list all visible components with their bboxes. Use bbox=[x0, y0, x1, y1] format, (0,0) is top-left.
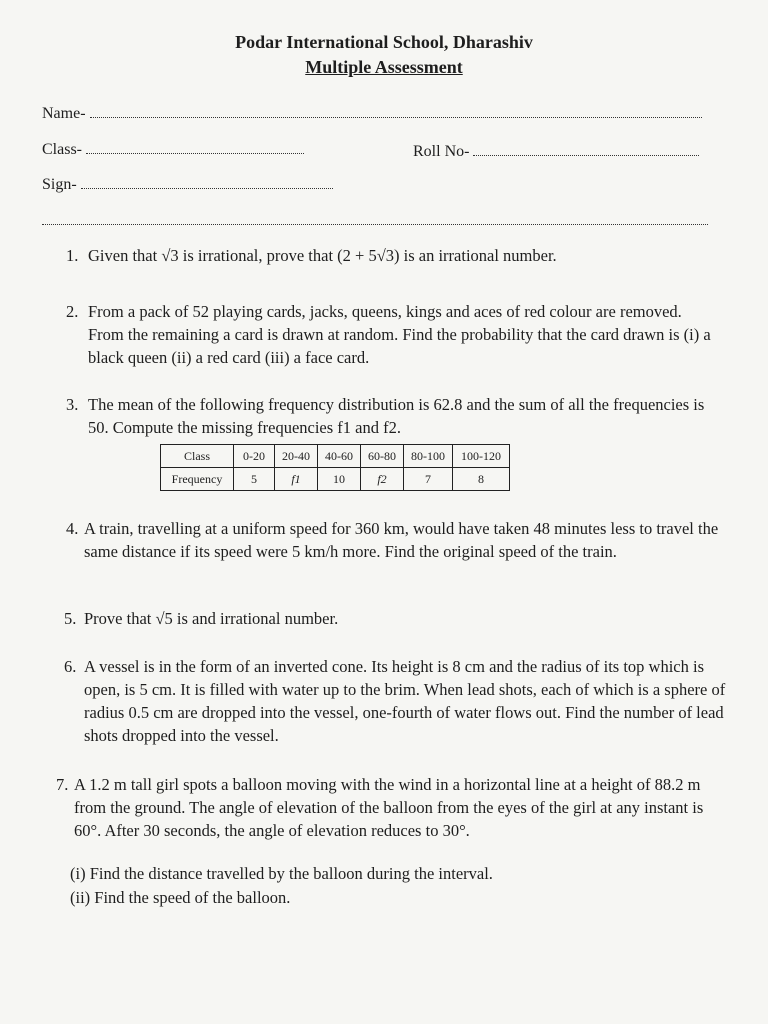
table-cell: Class bbox=[161, 445, 234, 468]
sign-field bbox=[42, 176, 333, 194]
table-cell: Frequency bbox=[161, 468, 234, 491]
roll-blank bbox=[473, 143, 699, 156]
table-cell: 20-40 bbox=[275, 445, 318, 468]
table-row bbox=[161, 468, 510, 491]
table-cell: f2 bbox=[361, 468, 404, 491]
table-cell: 5 bbox=[234, 468, 275, 491]
question-number: 5. bbox=[64, 609, 77, 628]
question-3 bbox=[66, 393, 706, 439]
separator-line bbox=[42, 212, 708, 230]
question-7 bbox=[56, 773, 722, 842]
table-cell: 8 bbox=[453, 468, 510, 491]
table-cell: 40-60 bbox=[318, 445, 361, 468]
table-cell: 100-120 bbox=[453, 445, 510, 468]
question-number: 3. bbox=[66, 395, 79, 414]
question-number: 2. bbox=[66, 302, 79, 321]
question-number: 4. bbox=[66, 519, 79, 538]
table-cell: 0-20 bbox=[234, 445, 275, 468]
question-text: Prove that √5 is and irrational number. bbox=[84, 609, 339, 628]
sign-label: Sign- bbox=[42, 176, 77, 193]
table-cell: 7 bbox=[404, 468, 453, 491]
question-5 bbox=[64, 607, 704, 630]
table-cell: 10 bbox=[318, 468, 361, 491]
school-name: Podar International School, Dharashiv bbox=[235, 32, 533, 52]
roll-field bbox=[413, 143, 699, 161]
question-number: 7. bbox=[56, 775, 69, 794]
frequency-table bbox=[160, 444, 510, 491]
sign-blank bbox=[81, 176, 333, 189]
question-1 bbox=[66, 244, 706, 267]
question-number: 6. bbox=[64, 657, 77, 676]
assessment-title: Multiple Assessment bbox=[305, 57, 463, 77]
class-field bbox=[42, 141, 304, 159]
roll-label: Roll No- bbox=[413, 143, 470, 160]
subpart-i: (i) Find the distance travelled by the balloon during the interval. bbox=[70, 864, 493, 883]
question-text: From a pack of 52 playing cards, jacks, queens, kings and aces of red colour are removed. From the remaining a card is drawn at random. Find the probability that the card drawn is (i) a black queen (ii) a red card (iii) a face card. bbox=[88, 302, 711, 367]
question-text: A vessel is in the form of an inverted cone. Its height is 8 cm and the radius of its top which is open, is 5 cm. It is filled with water up to the brim. When lead shots, each of which is a sphere of radius 0.5 cm are dropped into the vessel, one-fourth of water flows out. Find the number of lead shots dropped into the vessel. bbox=[84, 657, 726, 745]
table-cell: 80-100 bbox=[404, 445, 453, 468]
table-cell: 60-80 bbox=[361, 445, 404, 468]
name-label: Name- bbox=[42, 105, 86, 122]
question-number: 1. bbox=[66, 246, 79, 265]
question-text: A train, travelling at a uniform speed for 360 km, would have taken 48 minutes less to travel the same distance if its speed were 5 km/h more. Find the original speed of the train. bbox=[84, 519, 719, 561]
question-text: The mean of the following frequency distribution is 62.8 and the sum of all the frequencies is 50. Compute the missing frequencies f1 and f2. bbox=[88, 395, 705, 437]
class-label: Class- bbox=[42, 141, 82, 158]
question-4 bbox=[66, 517, 721, 563]
subpart-ii: (ii) Find the speed of the balloon. bbox=[70, 888, 291, 907]
question-text: Given that √3 is irrational, prove that (2 + 5√3) is an irrational number. bbox=[88, 246, 557, 265]
question-2 bbox=[66, 300, 716, 369]
question-6 bbox=[64, 655, 726, 747]
class-blank bbox=[86, 141, 304, 154]
name-blank bbox=[90, 105, 702, 118]
question-text: A 1.2 m tall girl spots a balloon moving with the wind in a horizontal line at a height of 88.2 m from the ground. The angle of elevation of the balloon from the eyes of the girl at any instant is 60°. After 30 seconds, the angle of elevation reduces to 30°. bbox=[74, 775, 704, 840]
table-cell: f1 bbox=[275, 468, 318, 491]
name-field bbox=[42, 105, 702, 123]
table-row bbox=[161, 445, 510, 468]
